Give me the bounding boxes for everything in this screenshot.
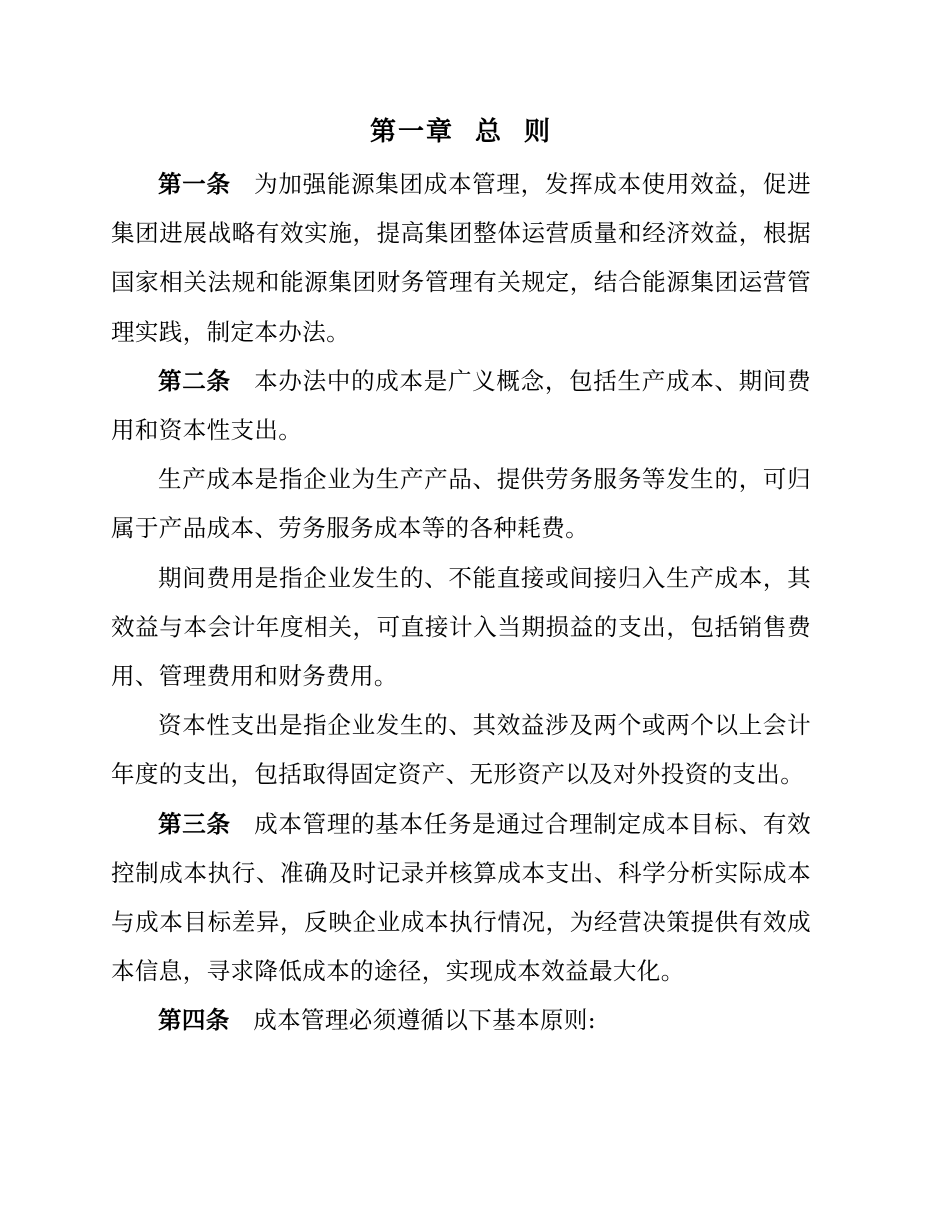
article-number: 第一条 bbox=[158, 170, 231, 198]
paragraph-text: 期间费用是指企业发生的、不能直接或间接归入生产成本，其效益与本会计年度相关，可直接计入当期损益的支出，包括销售费用、管理费用和财务费用。 bbox=[111, 563, 811, 691]
article-number: 第二条 bbox=[158, 366, 231, 395]
paragraph-text: 为加强能源集团成本管理，发挥成本使用效益，促进集团进展战略有效实施，提高集团整体运营质量和经济效益，根据国家相关法规和能源集团财务管理有关规定，结合能源集团运营管理实践，制定本办法。 bbox=[111, 170, 811, 346]
chapter-title: 第一章 总 则 bbox=[369, 117, 553, 147]
paragraph-text: 成本管理必须遵循以下基本原则: bbox=[253, 1006, 597, 1035]
paragraph-article-1 bbox=[111, 160, 811, 357]
paragraph-article-2 bbox=[111, 357, 811, 455]
paragraph-capital-expenditure bbox=[111, 701, 811, 799]
article-number: 第三条 bbox=[158, 809, 231, 838]
paragraph-text: 资本性支出是指企业发生的、其效益涉及两个或两个以上会计年度的支出，包括取得固定资产、无形资产以及对外投资的支出。 bbox=[111, 711, 811, 789]
paragraph-article-4 bbox=[111, 996, 811, 1045]
document-page bbox=[111, 112, 811, 1046]
article-number: 第四条 bbox=[158, 1006, 230, 1035]
paragraph-period-expense bbox=[111, 554, 811, 702]
paragraph-text: 生产成本是指企业为生产产品、提供劳务服务等发生的，可归属于产品成本、劳务服务成本等的各种耗费。 bbox=[111, 465, 811, 543]
paragraph-text: 成本管理的基本任务是通过合理制定成本目标、有效控制成本执行、准确及时记录并核算成本支出、科学分析实际成本与成本目标差异，反映企业成本执行情况，为经营决策提供有效成本信息，寻求降低成本的途径，实现成本效益最大化。 bbox=[111, 809, 811, 986]
paragraph-text: 本办法中的成本是广义概念，包括生产成本、期间费用和资本性支出。 bbox=[111, 366, 811, 445]
paragraph-production-cost bbox=[111, 455, 811, 553]
paragraph-article-3 bbox=[111, 800, 811, 997]
